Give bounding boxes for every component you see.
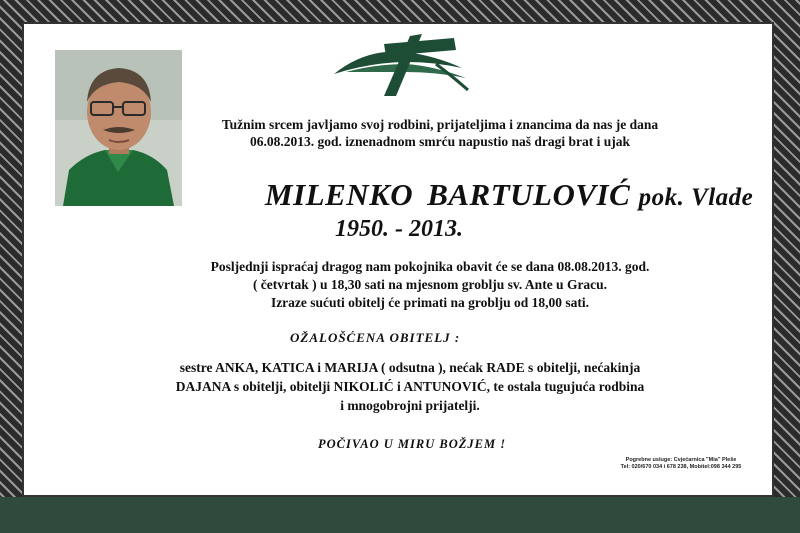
last-name: BARTULOVIĆ [427,177,631,212]
announcement-text [120,116,760,150]
life-years: 1950. - 2013. [335,216,463,242]
first-name: MILENKO [265,177,414,212]
announcement-line-1: Tužnim srcem javljamo svoj rodbini, prijateljima i znancima da nas je dana [221,117,659,132]
bottom-band [0,497,800,533]
funeral-details [80,258,780,312]
announcement-line-2: 06.08.2013. god. iznenadnom smrću napustio naš dragi brat i ujak [250,134,630,149]
mourners-list [40,358,780,415]
funeral-line-1: Posljednji ispraćaj dragog nam pokojnika obavit će se dana 08.08.2013. god. [210,259,650,274]
cross-with-palm-icon [326,34,474,98]
funeral-line-2: ( četvrtak ) u 18,30 sati na mjesnom groblju sv. Ante u Gracu. [252,277,608,292]
footer-line-1: Pogrebne usluge: Cvjećarnica "Mia" Pleše [625,457,737,463]
mourners-line-1: sestre ANKA, KATICA i MARIJA ( odsutna ), nećak RADE s obitelji, nećakinja [179,360,641,375]
mourners-line-2: DAJANA s obitelji, obitelji NIKOLIĆ i ANTUNOVIĆ, te ostala tugujuća rodbina [175,379,645,394]
closing-blessing: POČIVAO U MIRU BOŽJEM ! [318,437,507,451]
father-name: pok. Vlade [638,184,754,211]
footer-line-2: Tel: 020/670 034 i 678 238, Mobitel:098 344 295 [620,464,742,470]
mourners-line-3: i mnogobrojni prijatelji. [340,398,480,413]
funeral-service-credit [596,457,766,471]
funeral-line-3: Izraze sućuti obitelj će primati na groblju od 18,00 sati. [270,295,590,310]
deceased-name [265,177,753,213]
mourners-title: OŽALOŠĆENA OBITELJ : [290,330,461,345]
